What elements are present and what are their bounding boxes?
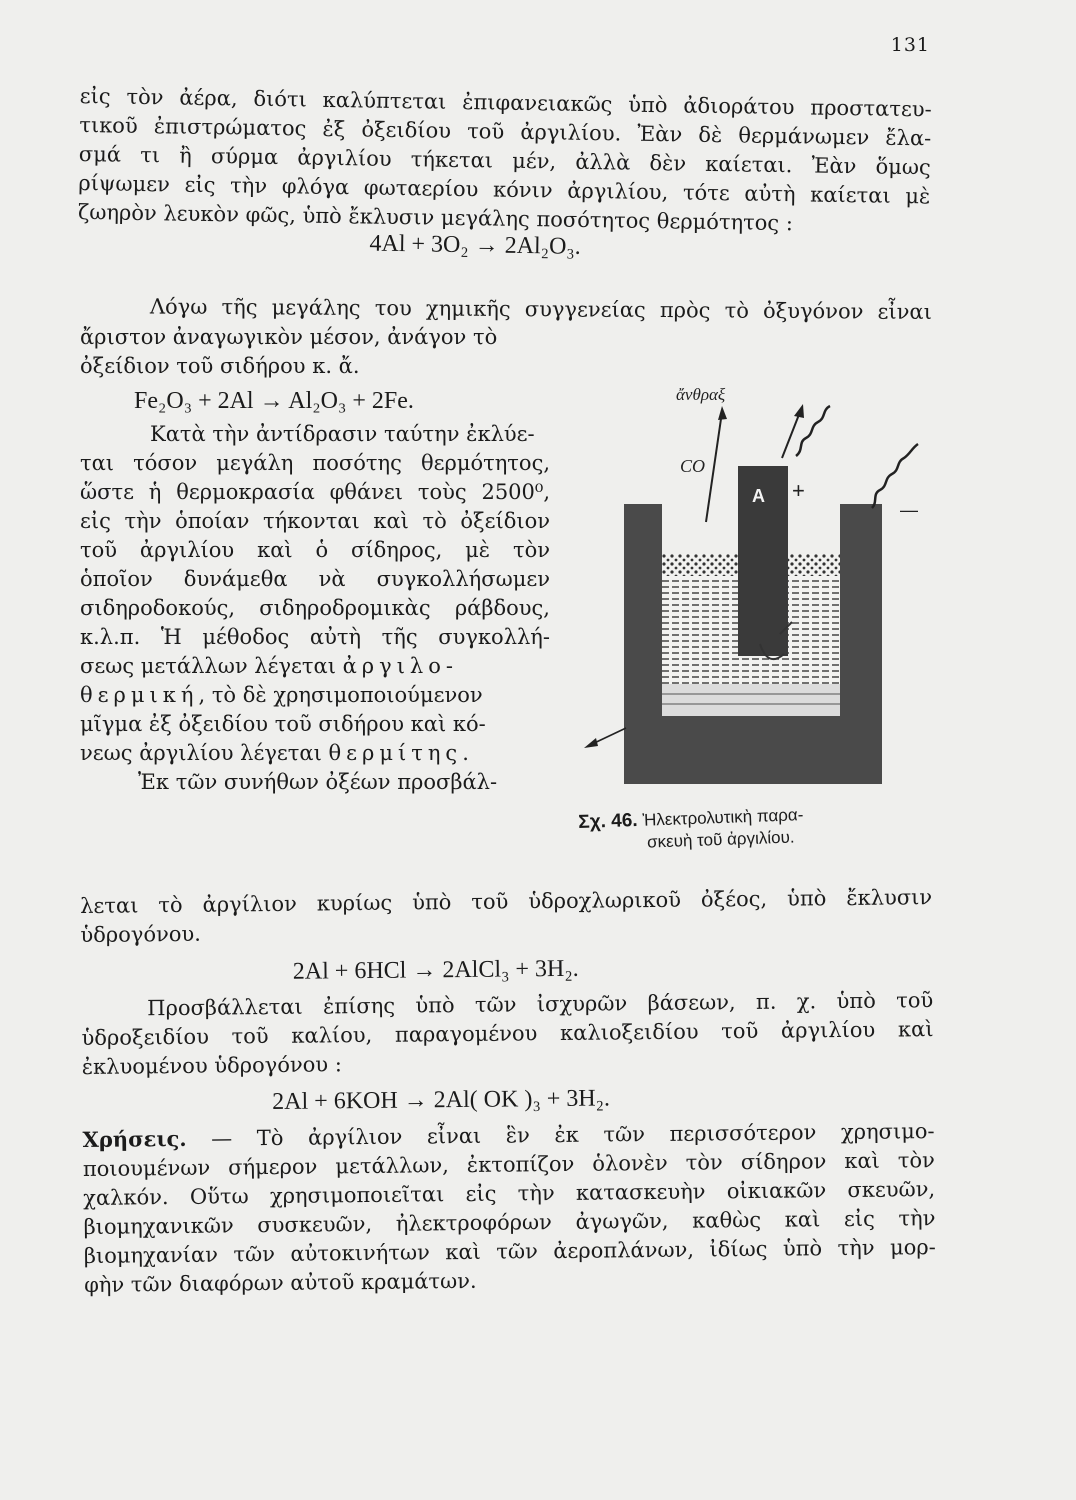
caption-number: Σχ. 46. xyxy=(578,809,639,833)
left-column-text xyxy=(80,323,550,797)
text-line: ὑδροξειδίου τοῦ καλίου, παραγομένου καλιοξειδίου τοῦ ἀργιλίου καὶ xyxy=(81,1017,934,1050)
caption-text: Ἠλεκτρολυτικὴ παρα- xyxy=(642,805,804,830)
text-line: φὴν τῶν διαφόρων αὐτοῦ κραμάτων. xyxy=(83,1268,477,1297)
equation-thermite-reaction: Fe₂O₃ + 2Al → Al₂O₃ + 2Fe. xyxy=(134,388,414,414)
text-line: βιομηχανίαν τῶν αὐτοκινήτων καὶ τῶν ἀεροπλάνων, ἰδίως ὑπὸ τὴν μορ- xyxy=(83,1235,936,1268)
equation-hcl-reaction: 2Al + 6HCl → 2AlCl₃ + 3H₂. xyxy=(292,955,579,985)
text-line: ρίψωμεν εἰς τὴν φλόγα φωταερίου κόνιν ἀργιλίου, τότε αὐτὴ καίεται μὲ xyxy=(78,170,931,209)
text-fragment: — Τὸ ἀργίλιον εἶναι ἓν ἐκ τῶν περισσότερον χρησιμο- xyxy=(186,1119,935,1151)
text-line: μῖγμα ἐξ ὀξειδίου τοῦ σιδήρου καὶ κό- xyxy=(80,712,486,736)
label-plus: + xyxy=(792,478,805,503)
uses-heading: Χρήσεις. xyxy=(82,1125,187,1152)
text-line: ται τόσον μεγάλη ποσότης θερμότητος, xyxy=(80,451,550,475)
text-fragment: σεως μετάλλων λέγεται xyxy=(80,654,343,678)
label-co: CO xyxy=(680,456,706,476)
text-line: ὑδρογόνου. xyxy=(80,921,202,947)
text-line: Κατὰ τὴν ἀντίδρασιν ταύτην ἐκλύε- xyxy=(150,422,535,446)
equation-aluminium-combustion: 4Al + 3O₂ → 2Al₂O₃. xyxy=(369,230,581,260)
top-paragraph xyxy=(77,82,932,267)
page-number: 131 xyxy=(890,34,930,56)
text-line: Προσβάλλεται ἐπίσης ὑπὸ τῶν ἰσχυρῶν βάσεων, π. χ. ὑπὸ τοῦ xyxy=(147,988,934,1021)
text-line: σμά τι ἢ σύρμα ἀργιλίου τήκεται μέν, ἀλλὰ δὲν καίεται. Ἐὰν ὅμως xyxy=(78,141,931,180)
cathode-lead-coil xyxy=(872,444,918,508)
equation-koh-reaction: 2Al + 6KOH → 2Al( OK )₃ + 3H₂. xyxy=(272,1085,611,1115)
term-aluminothermy-continued: θερμική xyxy=(80,683,199,707)
label-anthrax: ἄνθραξ xyxy=(676,386,726,404)
text-fragment: νεως ἀργιλίου λέγεται xyxy=(80,741,329,765)
text-line: Ἐκ τῶν συνήθων ὀξέων προσβάλ- xyxy=(138,770,498,794)
text-line xyxy=(80,739,550,768)
text-fragment: . xyxy=(462,741,469,765)
reducing-paragraph xyxy=(80,292,932,327)
electrolysis-figure xyxy=(582,386,932,826)
text-line: βιομηχανικῶν συσκευῶν, ἠλεκτροφόρων ἀγωγῶν, καθὼς καὶ εἰς τὴν xyxy=(83,1206,936,1239)
text-line: τικοῦ ἐπιστρώματος ἐξ ὀξειδίου τοῦ ἀργιλίου. Ἐὰν δὲ θερμάνωμεν ἔλα- xyxy=(79,112,932,151)
text-line: ὥστε ἡ θερμοκρασία φθάνει τοὺς 2500⁰, xyxy=(80,480,550,504)
molten-aluminium xyxy=(662,684,840,716)
text-fragment: , τὸ δὲ χρησιμοποιούμενον xyxy=(198,683,483,707)
text-line xyxy=(80,652,550,681)
text-line: ὀξείδιον τοῦ σιδήρου κ. ἄ. xyxy=(80,354,360,378)
bottom-text xyxy=(80,883,936,1300)
text-line: εἰς τὴν ὁποίαν τήκονται καὶ τὸ ὀξείδιον xyxy=(80,509,550,533)
term-aluminothermy: ἀργιλο- xyxy=(342,654,458,678)
text-line xyxy=(80,681,550,710)
text-line: ἄριστον ἀναγωγικὸν μέσον, ἀνάγον τὸ xyxy=(80,325,498,349)
text-line: κ.λ.π. Ἡ μέθοδος αὐτὴ τῆς συγκολλή- xyxy=(80,625,550,649)
text-line: σιδηροδοκούς, σιδηροδρομικὰς ράβδους, xyxy=(80,596,550,620)
anthrax-arrow xyxy=(706,412,722,522)
text-line: Λόγω τῆς μεγάλης του χημικῆς συγγενείας πρὸς τὸ ὀξυγόνον εἶναι xyxy=(149,294,932,324)
label-minus: — xyxy=(900,500,918,520)
text-line: ποιουμένων σήμερον μετάλλων, ἐκτοπίζον ὁλονὲν τὸν σίδηρον καὶ τὸν xyxy=(82,1148,935,1181)
text-line: ἐκλυομένου ὑδρογόνου : xyxy=(81,1052,342,1079)
electrolytic-cell-diagram xyxy=(582,386,932,826)
text-line: εἰς τὸν ἀέρα, διότι καλύπτεται ἐπιφανειακῶς ὑπὸ ἀδιοράτου προστατευ- xyxy=(79,83,932,122)
caption-text-continued: σκευὴ τοῦ ἀργιλίου. xyxy=(646,827,795,852)
text-line: ζωηρὸν λευκὸν φῶς, ὑπὸ ἔκλυσιν μεγάλης ποσότητος θερμότητος : xyxy=(77,199,794,236)
text-line: χαλκόν. Οὕτω χρησιμοποιεῖται εἰς τὴν κατασκευὴν οἰκιακῶν σκευῶν, xyxy=(83,1177,936,1210)
label-anode: A xyxy=(752,486,765,506)
text-line: ὁποῖον δυνάμεθα νὰ συγκολλήσωμεν xyxy=(80,567,550,591)
term-thermite: θερμίτης xyxy=(328,741,463,765)
text-line: λεται τὸ ἀργίλιον κυρίως ὑπὸ τοῦ ὑδροχλωρικοῦ ὀξέος, ὑπὸ ἔκλυσιν xyxy=(80,885,933,918)
text-line: τοῦ ἀργιλίου καὶ ὁ σίδηρος, μὲ τὸν xyxy=(80,538,550,562)
